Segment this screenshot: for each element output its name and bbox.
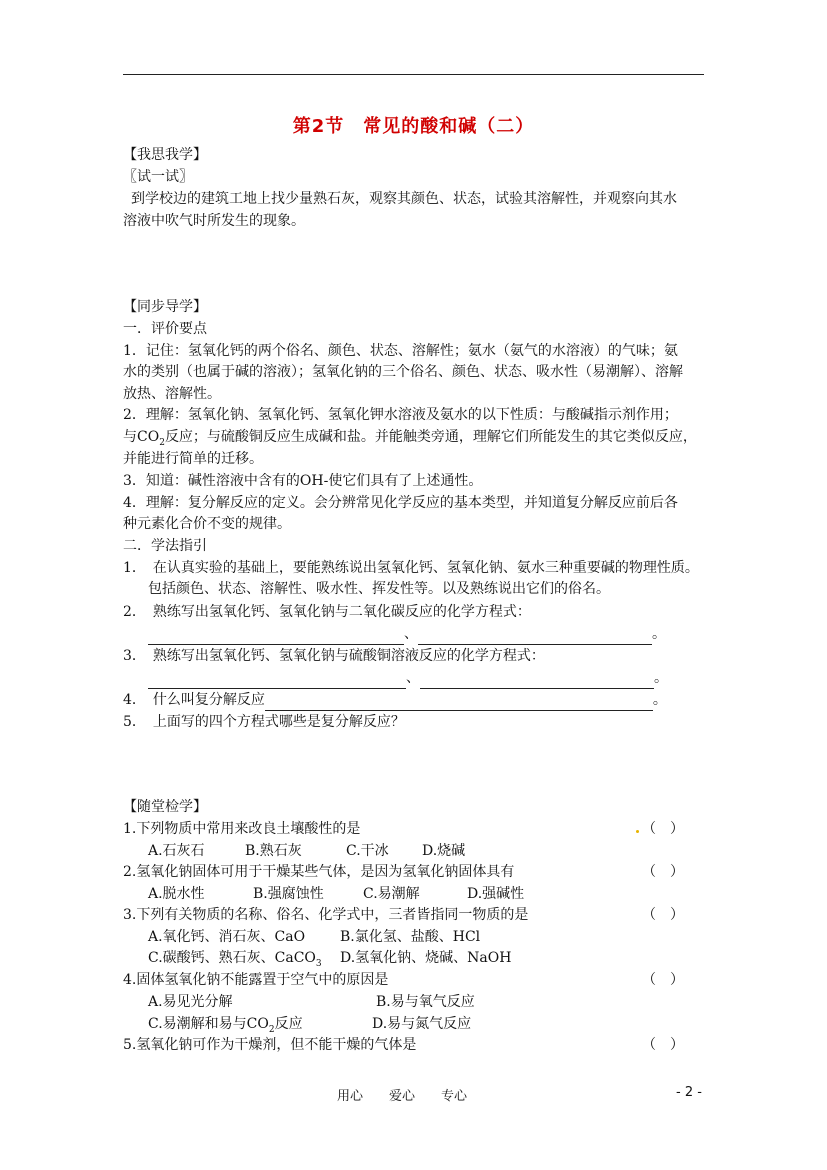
period: 。 — [652, 692, 667, 708]
method-2: 2． 熟练写出氢氧化钙、氢氧化钠与二氧化碳反应的化学方程式： — [123, 604, 531, 620]
q2-option-a: A.脱水性 — [148, 886, 205, 902]
method-1a: 1． 在认真实验的基础上，要能熟练说出氢氧化钙、氢氧化钠、氨水三种重要碱的物理性质。 — [123, 560, 699, 576]
answer-paren-4[interactable]: （ ） — [642, 972, 684, 988]
blank-3a[interactable] — [148, 674, 406, 689]
question-4: 4.固体氢氧化钠不能露置于空气中的原因是 — [123, 972, 389, 988]
point-1b: 水的类别（也属于碱的溶液）；氢氧化钠的三个俗名、颜色、状态、吸水性（易潮解）、溶解 — [123, 364, 683, 380]
blank-2a[interactable] — [148, 630, 404, 645]
try-text-1: 到学校边的建筑工地上找少量熟石灰，观察其颜色、状态，试验其溶解性，并观察向其水 — [131, 191, 677, 207]
method-3: 3． 熟练写出氢氧化钙、氢氧化钠与硫酸铜溶液反应的化学方程式： — [123, 648, 545, 664]
period: 。 — [652, 626, 666, 642]
page-number: - 2 - — [676, 1085, 702, 1100]
q3-option-a: A.氧化钙、消石灰、CaO — [148, 929, 306, 945]
q2-option-b: B.强腐蚀性 — [253, 886, 324, 902]
period: 。 — [654, 670, 668, 686]
question-5: 5.氢氧化钠可作为干燥剂，但不能干燥的气体是 — [123, 1037, 417, 1053]
q3-option-b: B.氯化氢、盐酸、HCl — [340, 929, 481, 945]
page-title: 第2节 常见的酸和碱（二） — [292, 116, 535, 137]
point-2b-post: 反应；与硫酸铜反应生成碱和盐。并能触类旁通，理解它们所能发生的其它类似反应， — [164, 429, 697, 445]
section-try: 〖试一试〗 — [123, 169, 193, 185]
answer-paren-5[interactable]: （ ） — [642, 1037, 684, 1053]
decorative-dot — [636, 830, 639, 833]
separator: 、 — [404, 626, 418, 642]
q4-option-b: B.易与氧气反应 — [376, 994, 475, 1010]
point-2b-pre: 与CO — [123, 429, 160, 445]
q3-option-c: C.碳酸钙、熟石灰、CaCO$_3$ — [148, 950, 322, 969]
q1-option-b: B.熟石灰 — [245, 843, 302, 859]
q4-option-a: A.易见光分解 — [148, 994, 233, 1010]
answer-paren-3[interactable]: （ ） — [642, 907, 684, 923]
points-heading: 一．评价要点 — [123, 321, 207, 337]
answer-line-2 — [148, 623, 666, 645]
q2-option-c: C.易潮解 — [363, 886, 420, 902]
method-4 — [123, 689, 667, 711]
question-3: 3.下列有关物质的名称、俗名、化学式中，三者皆指同一物质的是 — [123, 907, 529, 923]
answer-paren-2[interactable]: （ ） — [642, 864, 684, 880]
point-4a: 4．理解：复分解反应的定义。会分辨常见化学反应的基本类型，并知道复分解反应前后各 — [123, 495, 678, 511]
method-5: 5． 上面写的四个方程式哪些是复分解反应？ — [123, 714, 405, 730]
q1-option-a: A.石灰石 — [148, 843, 205, 859]
method-4-text: 4． 什么叫复分解反应 — [123, 692, 265, 708]
question-2: 2.氢氧化钠固体可用于干燥某些气体，是因为氢氧化钠固体具有 — [123, 864, 515, 880]
q4-option-c: C.易潮解和易与$CO_2$反应 — [148, 1016, 303, 1035]
section-think: 【我思我学】 — [123, 147, 207, 163]
point-4b: 种元素化合价不变的规律。 — [123, 516, 291, 532]
q2-option-d: D.强碱性 — [467, 886, 525, 902]
method-1b: 包括颜色、状态、溶解性、吸水性、挥发性等。以及熟练说出它们的俗名。 — [148, 581, 610, 597]
section-guide: 【同步导学】 — [123, 299, 207, 315]
blank-4[interactable] — [265, 696, 653, 711]
method-heading: 二．学法指引 — [123, 538, 207, 554]
point-2c: 并能进行简单的迁移。 — [123, 451, 263, 467]
answer-paren-1[interactable]: （ ） — [642, 821, 684, 837]
answer-line-3 — [148, 667, 668, 689]
point-3: 3．知道：碱性溶液中含有的OH-使它们具有了上述通性。 — [123, 473, 483, 489]
separator: 、 — [406, 670, 420, 686]
point-1c: 放热、溶解性。 — [123, 386, 221, 402]
blank-2b[interactable] — [418, 630, 652, 645]
point-1a: 1．记住：氢氧化钙的两个俗名、颜色、状态、溶解性；氨水（氨气的水溶液）的气味；氨 — [123, 343, 678, 359]
section-quiz: 【随堂检学】 — [123, 799, 207, 815]
q1-option-d: D.烧碱 — [422, 843, 466, 859]
q3-option-d: D.氢氧化钠、烧碱、NaOH — [340, 950, 512, 966]
blank-3b[interactable] — [420, 674, 654, 689]
q1-option-c: C.干冰 — [346, 843, 389, 859]
footer-motto: 用心 爱心 专心 — [337, 1089, 468, 1104]
try-text-2: 溶液中吹气时所发生的现象。 — [123, 213, 305, 229]
header-rule — [123, 74, 704, 75]
q4-option-d: D.易与氮气反应 — [372, 1016, 472, 1032]
point-2b-sub: 2 — [159, 437, 165, 448]
question-1: 1.下列物质中常用来改良土壤酸性的是 — [123, 821, 361, 837]
point-2a: 2．理解：氢氧化钠、氢氧化钙、氢氧化钾水溶液及氨水的以下性质：与酸碱指示剂作用； — [123, 407, 678, 423]
